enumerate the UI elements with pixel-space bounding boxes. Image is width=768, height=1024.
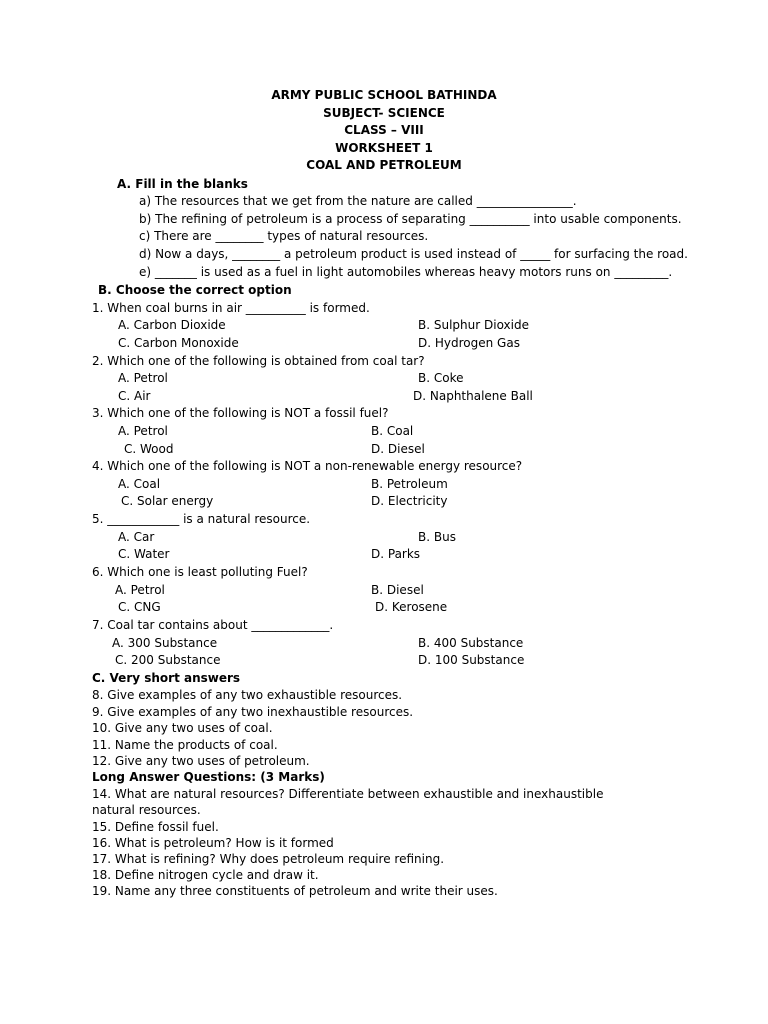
mcq-4-option-a: A. Coal bbox=[118, 477, 161, 491]
mcq-question-2: 2. Which one of the following is obtained from coal tar? bbox=[92, 354, 425, 368]
mcq-6-option-c: C. CNG bbox=[118, 600, 161, 614]
section-c-title: C. Very short answers bbox=[92, 671, 241, 685]
worksheet-header bbox=[0, 87, 768, 175]
long-answer-17: 17. What is refining? Why does petroleum require refining. bbox=[92, 852, 445, 866]
long-answer-18: 18. Define nitrogen cycle and draw it. bbox=[92, 868, 319, 882]
mcq-3-option-d: D. Diesel bbox=[371, 442, 425, 456]
fill-blank-a: a) The resources that we get from the nature are called ________________. bbox=[139, 194, 577, 208]
mcq-5-option-c: C. Water bbox=[118, 547, 170, 561]
fill-blank-b: b) The refining of petroleum is a process of separating __________ into usable components. bbox=[139, 212, 682, 226]
mcq-question-3: 3. Which one of the following is NOT a fossil fuel? bbox=[92, 406, 389, 420]
short-answer-10: 10. Give any two uses of coal. bbox=[92, 721, 273, 735]
long-answer-15: 15. Define fossil fuel. bbox=[92, 820, 219, 834]
mcq-3-option-c: C. Wood bbox=[124, 442, 174, 456]
mcq-7-option-d: D. 100 Substance bbox=[418, 653, 525, 667]
subject-line: SUBJECT- SCIENCE bbox=[323, 105, 445, 120]
mcq-6-option-b: B. Diesel bbox=[371, 583, 424, 597]
fill-blank-c: c) There are ________ types of natural resources. bbox=[139, 229, 429, 243]
mcq-5-option-b: B. Bus bbox=[418, 530, 456, 544]
mcq-4-option-c: C. Solar energy bbox=[121, 494, 214, 508]
mcq-2-option-a: A. Petrol bbox=[118, 371, 168, 385]
mcq-1-option-a: A. Carbon Dioxide bbox=[118, 318, 226, 332]
class-line: CLASS – VIII bbox=[344, 123, 424, 138]
long-answer-19: 19. Name any three constituents of petroleum and write their uses. bbox=[92, 884, 498, 898]
mcq-6-option-d: D. Kerosene bbox=[375, 600, 448, 614]
mcq-question-4: 4. Which one of the following is NOT a non-renewable energy resource? bbox=[92, 459, 523, 473]
mcq-7-option-a: A. 300 Substance bbox=[112, 636, 218, 650]
short-answer-12: 12. Give any two uses of petroleum. bbox=[92, 754, 310, 768]
long-answer-16: 16. What is petroleum? How is it formed bbox=[92, 836, 334, 850]
short-answer-9: 9. Give examples of any two inexhaustible resources. bbox=[92, 705, 414, 719]
mcq-3-option-b: B. Coal bbox=[371, 424, 414, 438]
mcq-4-option-b: B. Petroleum bbox=[371, 477, 448, 491]
short-answer-11: 11. Name the products of coal. bbox=[92, 738, 278, 752]
fill-blank-d: d) Now a days, ________ a petroleum product is used instead of _____ for surfacing the road. bbox=[139, 247, 688, 261]
mcq-2-option-b: B. Coke bbox=[418, 371, 464, 385]
mcq-1-option-d: D. Hydrogen Gas bbox=[418, 336, 520, 350]
mcq-1-option-c: C. Carbon Monoxide bbox=[118, 336, 239, 350]
worksheet-number: WORKSHEET 1 bbox=[335, 140, 433, 155]
mcq-question-6: 6. Which one is least polluting Fuel? bbox=[92, 565, 308, 579]
mcq-question-1: 1. When coal burns in air __________ is formed. bbox=[92, 301, 370, 315]
school-name: ARMY PUBLIC SCHOOL BATHINDA bbox=[271, 88, 497, 102]
mcq-7-option-b: B. 400 Substance bbox=[418, 636, 524, 650]
fill-blank-e: e) _______ is used as a fuel in light automobiles whereas heavy motors runs on _________. bbox=[139, 265, 673, 279]
mcq-5-option-a: A. Car bbox=[118, 530, 155, 544]
mcq-question-5: 5. ____________ is a natural resource. bbox=[92, 512, 311, 526]
section-b-title: B. Choose the correct option bbox=[98, 283, 292, 297]
mcq-2-option-d: D. Naphthalene Ball bbox=[413, 389, 533, 403]
mcq-2-option-c: C. Air bbox=[118, 389, 151, 403]
mcq-4-option-d: D. Electricity bbox=[371, 494, 448, 508]
short-answer-8: 8. Give examples of any two exhaustible resources. bbox=[92, 688, 403, 702]
section-a-title: A. Fill in the blanks bbox=[117, 177, 248, 191]
mcq-6-option-a: A. Petrol bbox=[115, 583, 165, 597]
mcq-7-option-c: C. 200 Substance bbox=[115, 653, 221, 667]
long-answer-title: Long Answer Questions: (3 Marks) bbox=[92, 770, 325, 784]
mcq-5-option-d: D. Parks bbox=[371, 547, 421, 561]
topic-title: COAL AND PETROLEUM bbox=[306, 158, 462, 173]
long-answer-14: 14. What are natural resources? Differentiate between exhaustible and inexhaustible natural resources. bbox=[92, 787, 604, 817]
mcq-3-option-a: A. Petrol bbox=[118, 424, 168, 438]
mcq-question-7: 7. Coal tar contains about _____________. bbox=[92, 618, 334, 632]
mcq-1-option-b: B. Sulphur Dioxide bbox=[418, 318, 529, 332]
